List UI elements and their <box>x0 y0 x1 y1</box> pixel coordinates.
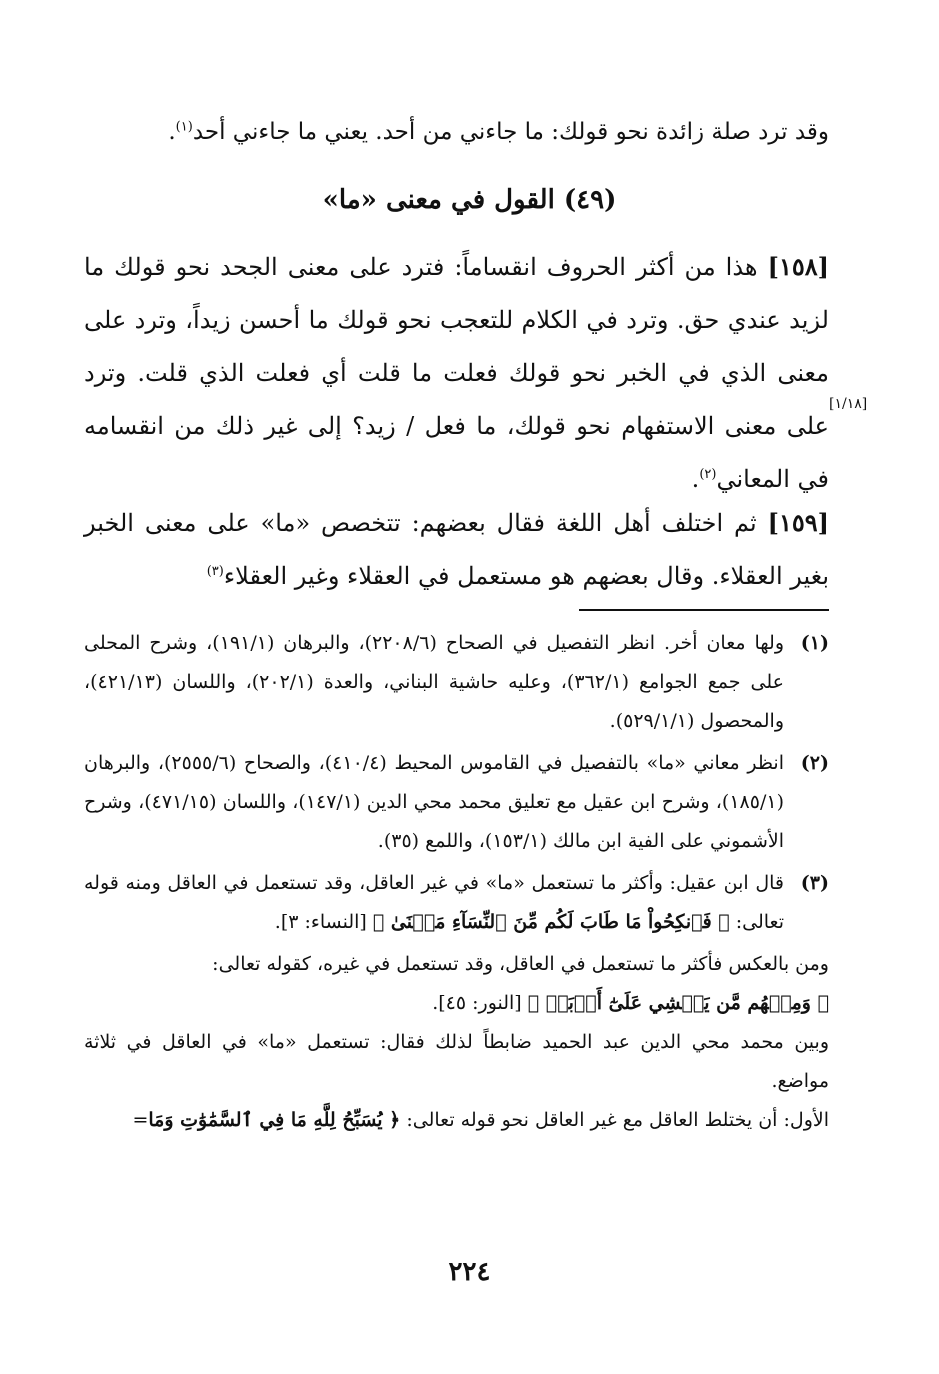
footnote-text: ولها معان أخر. انظر التفصيل في الصحاح (٢٢٠٨/٦)، والبرهان (١٩١/١)، وشرح المحلى على جمع الجوامع (٣٦٢/١)، وعليه حاشية البناني، والعدة (٢٠٢/١)، واللسان (٤٢١/١٣)، والمحصول (٥٢٩/١/١). <box>84 632 784 732</box>
quran-verse: ﴿ وَمِنۡهُم مَّن يَمۡشِي عَلَىٰٓ أَرۡبَعٖ ﴾ <box>527 992 829 1014</box>
paragraph-158 <box>84 240 829 506</box>
paragraph-text: ثم اختلف أهل اللغة فقال بعضهم: تتخصص «ما» على معنى الخبر بغير العقلاء. وقال بعضهم هو مستعمل في العقلاء وغير العقلاء <box>84 509 829 590</box>
paragraph-end: . <box>691 465 700 493</box>
paragraph-number: [١٥٩] <box>767 508 829 537</box>
manuscript-folio-ref: [١/١٨] <box>829 396 868 412</box>
footnote-ref-1: (١) <box>175 119 193 135</box>
footnote-3-line-3 <box>84 984 829 1023</box>
footnote-number: (١) <box>800 632 829 654</box>
opening-text: وقد ترد صلة زائدة نحو قولك: ما جاءني من أحد. يعني ما جاءني أحد <box>192 119 829 145</box>
footnote-1 <box>84 624 829 741</box>
footnote-3-line-2: ومن بالعكس فأكثر ما تستعمل في العاقل، وقد تستعمل في غيره، كقوله تعالى: <box>212 953 829 975</box>
footnote-text <box>84 864 784 942</box>
footnote-3-line-1 <box>84 864 784 942</box>
footnote-3-line-5 <box>84 1101 829 1140</box>
footnote-number: (٢) <box>800 752 829 774</box>
opening-end: . <box>168 119 176 145</box>
verse-citation: [النساء: ٣]. <box>274 911 367 933</box>
paragraph-text: هذا من أكثر الحروف انقساماً: فترد على معنى الجحد نحو قولك ما لزيد عندي حق. وترد في الكلام للتعجب نحو قولك ما أحسن زيداً، وترد على معنى الذي في الخبر نحو قولك فعلت ما قلت أي فعلت الذي قلت. وترد على معنى الاستفهام نحو قولك، ما فعل / زيد؟ إلى غير ذلك من انقسامه في المعاني <box>84 253 829 493</box>
page-number: ٢٢٤ <box>448 1257 491 1287</box>
footnotes <box>84 624 829 1140</box>
continuation-mark: = <box>132 1109 149 1131</box>
quran-verse: ﴿ فَٱنكِحُواْ مَا طَابَ لَكُم مِّنَ ٱلنِّسَآءِ مَثۡنَىٰ ﴾ <box>372 911 730 933</box>
footnote-3 <box>84 864 829 942</box>
footnote-3-line-4: وبين محمد محي الدين عبد الحميد ضابطاً لذلك فقال: تستعمل «ما» في العاقل في ثلاثة مواضع. <box>84 1031 829 1092</box>
opening-line <box>84 112 829 152</box>
paragraph-159 <box>84 496 829 603</box>
footnote-2 <box>84 744 829 861</box>
footnote-ref-3: (٣) <box>206 564 224 579</box>
section-heading: (٤٩) القول في معنى «ما» <box>322 185 617 215</box>
paragraph-number: [١٥٨] <box>767 252 829 281</box>
footnote-divider <box>579 609 829 611</box>
footnote-3-text: الأول: أن يختلط العاقل مع غير العاقل نحو قوله تعالى: <box>406 1109 829 1131</box>
footnote-ref-2: (٢) <box>699 467 717 482</box>
footnote-text: انظر معاني «ما» بالتفصيل في القاموس المحيط (٤١٠/٤)، والصحاح (٢٥٥٥/٦)، والبرهان (١٨٥/١)، وشرح ابن عقيل مع تعليق محمد محي الدين (١٤٧/١)، واللسان (٤٧١/١٥)، وشرح الأشموني على الفية ابن مالك (١٥٣/١)، واللمع (٣٥). <box>84 752 784 852</box>
verse-citation: [النور: ٤٥]. <box>432 992 522 1014</box>
footnote-3-text: قال ابن عقيل: وأكثر ما تستعمل «ما» في غير العاقل، وقد تستعمل في العاقل ومنه قوله تعالى: <box>84 872 784 933</box>
quran-verse: ﴿ يُسَبِّحُ لِلَّهِ مَا فِي ٱلسَّمَٰوَٰتِ وَمَا <box>148 1109 401 1131</box>
footnote-number: (٣) <box>800 872 829 894</box>
